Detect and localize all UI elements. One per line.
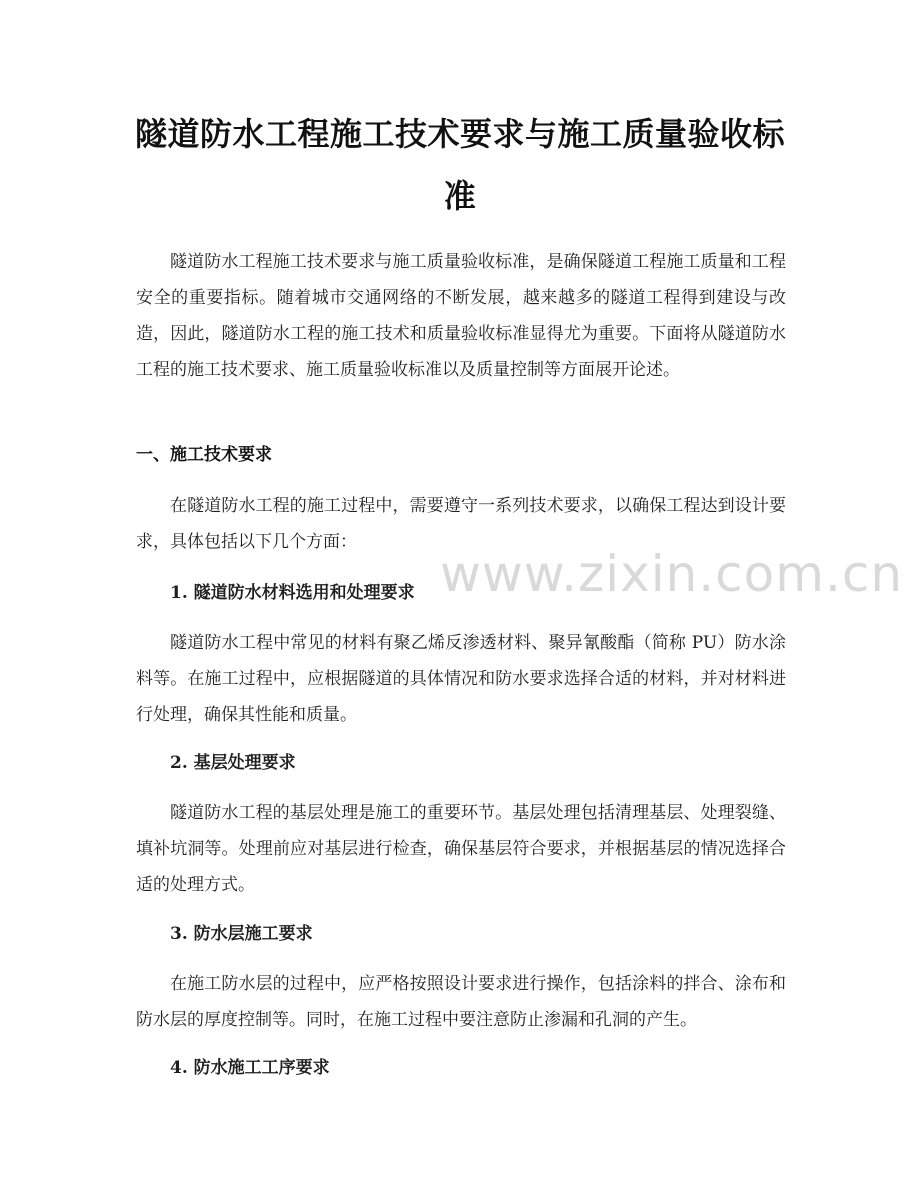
- item-4-title: 4. 防水施工工序要求: [170, 1058, 330, 1078]
- page-title: 隧道防水工程施工技术要求与施工质量验收标准: [134, 115, 785, 215]
- item-1-title: 1. 隧道防水材料选用和处理要求: [170, 583, 415, 603]
- intro-paragraph: 隧道防水工程施工技术要求与施工质量验收标准，是确保隧道工程施工质量和工程安全的重要指标。随着城市交通网络的不断发展，越来越多的隧道工程得到建设与改造，因此，隧道防水工程的施工技术和质量验收标准显得尤为重要。下面将从隧道防水工程的施工技术要求、施工质量验收标准以及质量控制等方面展开论述。: [136, 252, 786, 380]
- item-2-title: 2. 基层处理要求: [170, 753, 296, 773]
- item-1-body: 隧道防水工程中常见的材料有聚乙烯反渗透材料、聚异氰酸酯（简称 PU）防水涂料等。在施工过程中，应根据隧道的具体情况和防水要求选择合适的材料，并对材料进行处理，确保其性能和质量。: [136, 633, 786, 725]
- watermark: www.zixin.com.cn: [440, 545, 904, 603]
- item-2-body: 隧道防水工程的基层处理是施工的重要环节。基层处理包括清理基层、处理裂缝、填补坑洞等。处理前应对基层进行检查，确保基层符合要求，并根据基层的情况选择合适的处理方式。: [136, 803, 786, 895]
- item-3-title: 3. 防水层施工要求: [170, 924, 313, 944]
- section-intro-paragraph: 在隧道防水工程的施工过程中，需要遵守一系列技术要求，以确保工程达到设计要求，具体包括以下几个方面：: [136, 496, 786, 552]
- item-3-body: 在施工防水层的过程中，应严格按照设计要求进行操作，包括涂料的拌合、涂布和防水层的厚度控制等。同时，在施工过程中要注意防止渗漏和孔洞的产生。: [136, 974, 786, 1030]
- section-heading: 一、施工技术要求: [136, 445, 272, 465]
